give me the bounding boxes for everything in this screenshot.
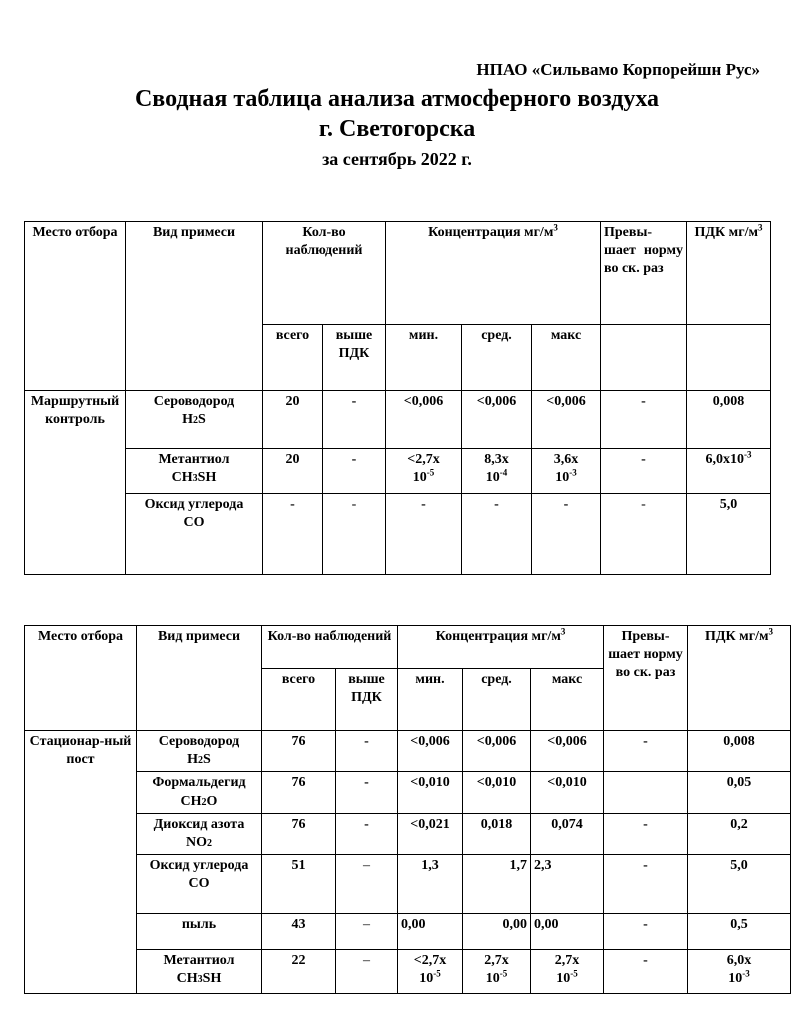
- substance-cell: Метантиол CH3SH: [126, 449, 263, 494]
- col-header-pdk: ПДК $мг/м^3$: [688, 626, 791, 731]
- page-title-city: г. Светогорска: [318, 116, 476, 142]
- col-header-observations: Кол-во наблюдений: [262, 626, 398, 669]
- total-cell: 20: [263, 391, 323, 449]
- above-cell: -: [336, 813, 398, 854]
- col-header-observations: Кол-во наблюдений: [263, 222, 386, 325]
- exceed-cell: -: [601, 449, 687, 494]
- exceed-cell: -: [604, 731, 688, 772]
- pdk-cell: 0,008: [688, 731, 791, 772]
- col-header-min: мин.: [386, 325, 462, 391]
- total-cell: 20: [263, 449, 323, 494]
- col-header-avg: сред.: [463, 669, 531, 731]
- col-header-total: всего: [263, 325, 323, 391]
- col-header-substance: Вид примеси: [126, 222, 263, 391]
- max-cell: 0,00: [531, 914, 604, 950]
- route-monitoring-table: [24, 221, 771, 575]
- max-cell: 2,3: [531, 855, 604, 914]
- substance-cell: Диоксид азота NO2: [137, 813, 262, 854]
- col-header-exceed: Превы-шает норму во ск. раз: [604, 626, 688, 731]
- col-header-min: мин.: [398, 669, 463, 731]
- col-header-max: макс: [532, 325, 601, 391]
- above-cell: -: [323, 449, 386, 494]
- col-header-above-pdk: выше ПДК: [323, 325, 386, 391]
- substance-cell: Оксид углерода CO: [137, 855, 262, 914]
- col-header-avg: сред.: [462, 325, 532, 391]
- avg-cell: <0,006: [462, 391, 532, 449]
- max-cell: <0,010: [531, 772, 604, 813]
- col-header-max: макс: [531, 669, 604, 731]
- total-cell: 43: [262, 914, 336, 950]
- col-header-above-pdk: выше ПДК: [336, 669, 398, 731]
- substance-cell: Оксид углерода CO: [126, 494, 263, 575]
- avg-cell: 0,018: [463, 813, 531, 854]
- avg-cell: 1,7: [463, 855, 531, 914]
- pdk-cell: 6,0х $10^{-3}$: [688, 950, 791, 994]
- exceed-cell: -: [604, 914, 688, 950]
- avg-cell: -: [462, 494, 532, 575]
- stationary-post-table: [24, 625, 791, 994]
- max-cell: 0,074: [531, 813, 604, 854]
- min-cell: -: [386, 494, 462, 575]
- col-header-pdk: ПДК $мг/м^3$: [687, 222, 771, 325]
- empty-cell: [687, 325, 771, 391]
- exceed-cell: [604, 772, 688, 813]
- above-cell: –: [336, 914, 398, 950]
- col-header-place: Место отбора: [25, 626, 137, 731]
- avg-cell: 8,3х $10^{-4}$: [462, 449, 532, 494]
- substance-cell: пыль: [137, 914, 262, 950]
- exceed-cell: -: [604, 950, 688, 994]
- pdk-cell: 0,2: [688, 813, 791, 854]
- total-cell: -: [263, 494, 323, 575]
- max-cell: 2,7х $10^{-5}$: [531, 950, 604, 994]
- min-cell: 0,00: [398, 914, 463, 950]
- min-cell: <0,010: [398, 772, 463, 813]
- max-cell: <0,006: [531, 731, 604, 772]
- total-cell: 76: [262, 772, 336, 813]
- page-title: Сводная таблица анализа атмосферного воздуха: [134, 86, 660, 112]
- pdk-cell: 0,008: [687, 391, 771, 449]
- col-header-substance: Вид примеси: [137, 626, 262, 731]
- substance-cell: Сероводород H2S: [137, 731, 262, 772]
- min-cell: <0,006: [386, 391, 462, 449]
- col-header-total: всего: [262, 669, 336, 731]
- org-name: НПАО «Сильвамо Корпорейшн Рус»: [476, 60, 760, 79]
- pdk-cell: 5,0: [688, 855, 791, 914]
- substance-cell: Формальдегид CH2O: [137, 772, 262, 813]
- above-cell: –: [336, 950, 398, 994]
- empty-cell: [601, 325, 687, 391]
- exceed-cell: -: [601, 391, 687, 449]
- min-cell: 1,3: [398, 855, 463, 914]
- above-cell: -: [323, 391, 386, 449]
- avg-cell: <0,006: [463, 731, 531, 772]
- pdk-cell: 5,0: [687, 494, 771, 575]
- above-cell: -: [336, 772, 398, 813]
- min-cell: <2,7х $10^{-5}$: [398, 950, 463, 994]
- avg-cell: 2,7х $10^{-5}$: [463, 950, 531, 994]
- col-header-concentration: Концентрация $мг/м^3$: [398, 626, 604, 669]
- pdk-cell: 0,5: [688, 914, 791, 950]
- pdk-cell: $6,0х10^{-3}$: [687, 449, 771, 494]
- min-cell: <0,021: [398, 813, 463, 854]
- max-cell: -: [532, 494, 601, 575]
- exceed-cell: -: [601, 494, 687, 575]
- above-cell: –: [336, 855, 398, 914]
- col-header-concentration: Концентрация $мг/м^3$: [386, 222, 601, 325]
- report-period: за сентябрь 2022 г.: [322, 149, 472, 169]
- substance-cell: Метантиол CH3SH: [137, 950, 262, 994]
- total-cell: 51: [262, 855, 336, 914]
- max-cell: <0,006: [532, 391, 601, 449]
- min-cell: <0,006: [398, 731, 463, 772]
- exceed-cell: -: [604, 813, 688, 854]
- total-cell: 22: [262, 950, 336, 994]
- exceed-cell: -: [604, 855, 688, 914]
- above-cell: -: [323, 494, 386, 575]
- min-cell: <2,7х $10^{-5}$: [386, 449, 462, 494]
- col-header-place: Место отбора: [25, 222, 126, 391]
- avg-cell: 0,00: [463, 914, 531, 950]
- place-cell: Маршрутный контроль: [25, 391, 126, 575]
- total-cell: 76: [262, 731, 336, 772]
- col-header-exceed: Превы-шает норму во ск. раз: [601, 222, 687, 325]
- max-cell: 3,6х $10^{-3}$: [532, 449, 601, 494]
- total-cell: 76: [262, 813, 336, 854]
- place-cell: Стационар-ный пост: [25, 731, 137, 994]
- pdk-cell: 0,05: [688, 772, 791, 813]
- above-cell: -: [336, 731, 398, 772]
- substance-cell: Сероводород H2S: [126, 391, 263, 449]
- avg-cell: <0,010: [463, 772, 531, 813]
